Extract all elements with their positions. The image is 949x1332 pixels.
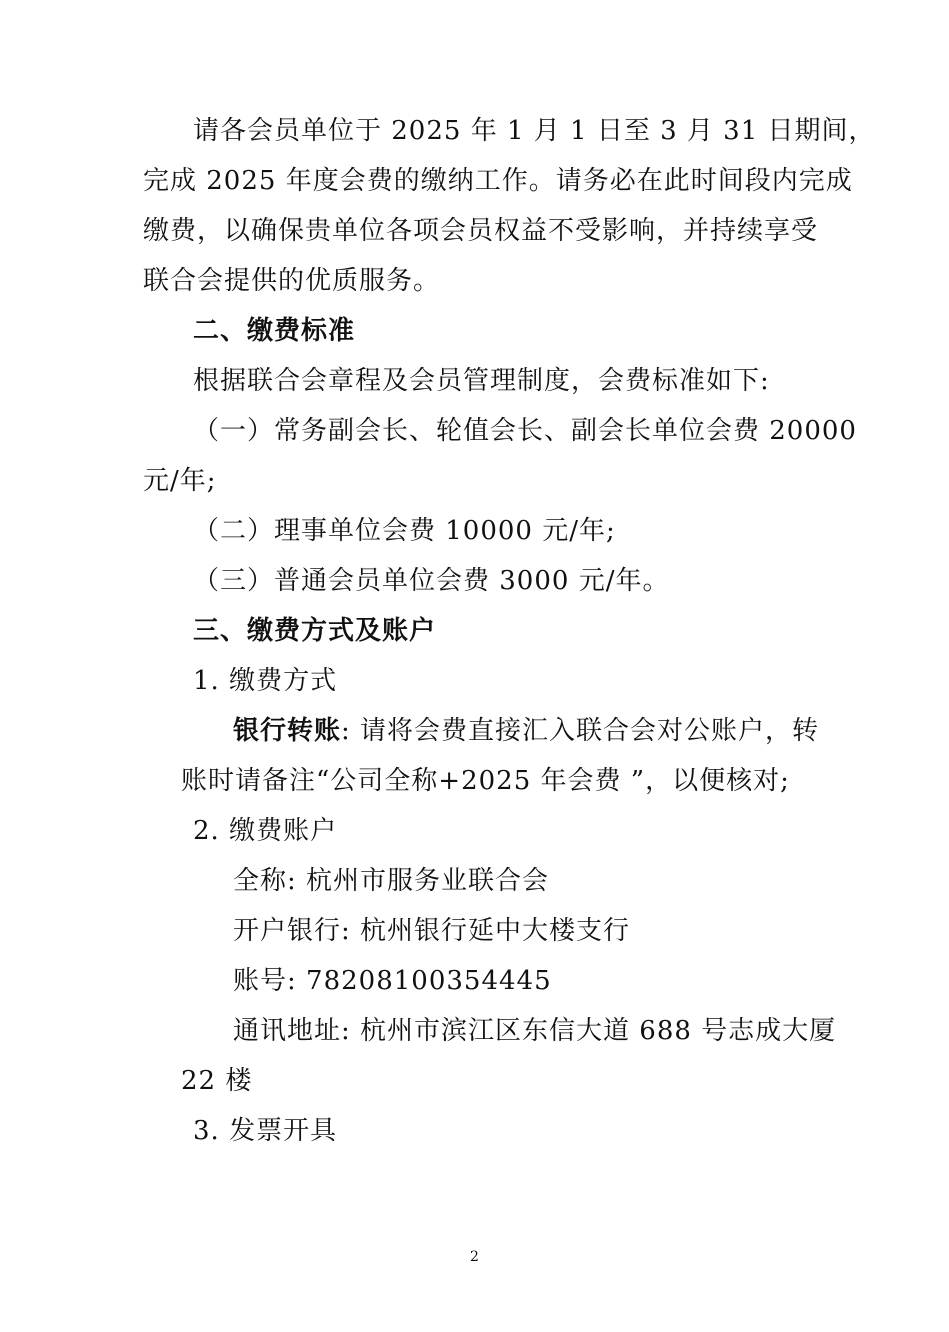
fee-item-3: （三）普通会员单位会费 3000 元/年。 — [193, 566, 670, 596]
paragraph-1-line-1: 请各会员单位于 2025 年 1 月 1 日至 3 月 31 日期间， — [193, 116, 876, 146]
subsection-1-heading: 1. 缴费方式 — [193, 666, 338, 696]
account-name: 全称: 杭州市服务业联合会 — [233, 866, 550, 896]
paragraph-1-line-2: 完成 2025 年度会费的缴纳工作。请务必在此时间段内完成 — [143, 166, 853, 196]
subsection-3-heading: 3. 发票开具 — [193, 1116, 338, 1146]
section-2-heading: 二、缴费标准 — [193, 316, 356, 346]
page-number: 2 — [470, 1249, 479, 1265]
bank-transfer-text: : 请将会费直接汇入联合会对公账户，转 — [341, 716, 820, 746]
mailing-address-line-2: 22 楼 — [181, 1066, 253, 1096]
bank-transfer-line-1 — [233, 714, 819, 748]
account-bank: 开户银行: 杭州银行延中大楼支行 — [233, 916, 631, 946]
bank-transfer-line-2: 账时请备注“公司全称+2025 年会费 ”，以便核对; — [181, 766, 790, 796]
paragraph-1-line-4: 联合会提供的优质服务。 — [143, 266, 441, 296]
subsection-2-heading: 2. 缴费账户 — [193, 816, 338, 846]
fee-standard-intro: 根据联合会章程及会员管理制度，会费标准如下: — [193, 366, 770, 396]
fee-item-1-line-1: （一）常务副会长、轮值会长、副会长单位会费 20000 — [193, 416, 857, 446]
fee-item-2: （二）理事单位会费 10000 元/年; — [193, 516, 616, 546]
account-number: 账号: 78208100354445 — [233, 966, 552, 996]
paragraph-1-line-3: 缴费，以确保贵单位各项会员权益不受影响，并持续享受 — [143, 216, 819, 246]
fee-item-1-line-2: 元/年; — [143, 466, 217, 496]
mailing-address-line-1: 通讯地址: 杭州市滨江区东信大道 688 号志成大厦 — [233, 1016, 837, 1046]
bank-transfer-label: 银行转账 — [233, 716, 342, 746]
section-3-heading: 三、缴费方式及账户 — [193, 616, 437, 646]
